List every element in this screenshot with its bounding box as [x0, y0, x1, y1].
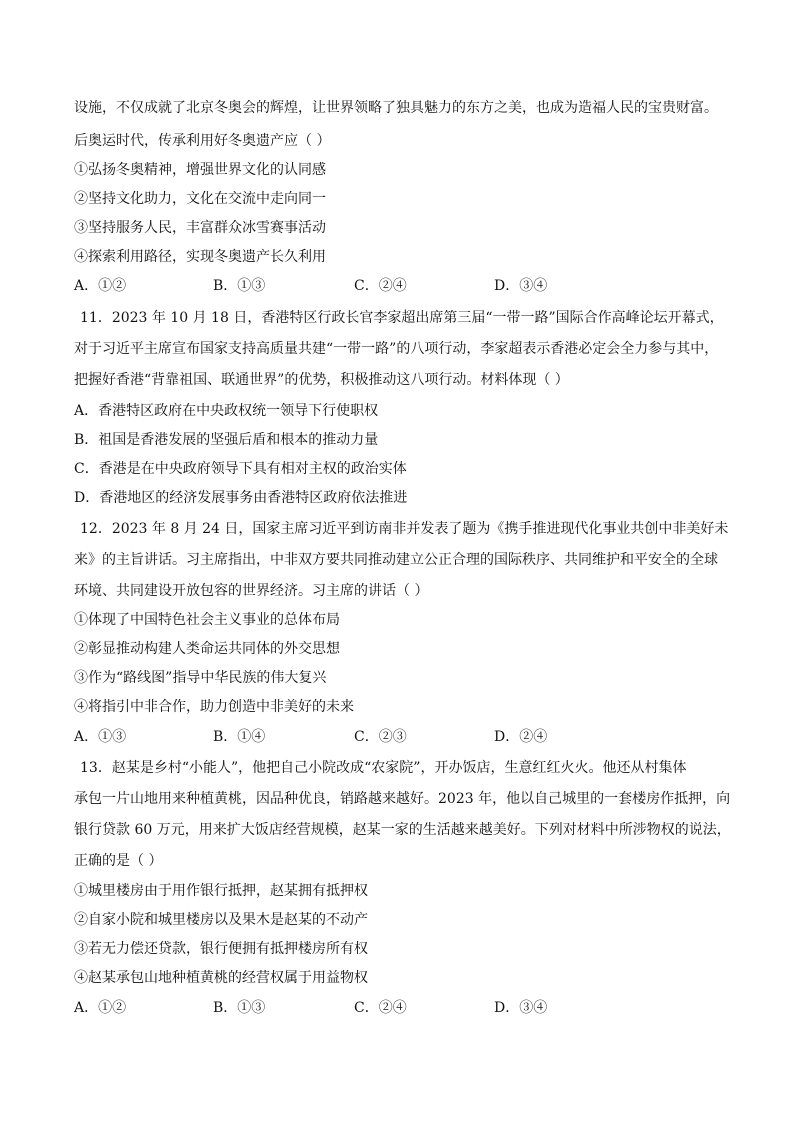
options-row	[74, 998, 734, 1018]
statement: ④探索利用路径，实现冬奥遗产长久利用	[74, 249, 326, 265]
statement: ②自家小院和城里楼房以及果木是赵某的不动产	[74, 912, 368, 928]
statement: ④赵某承包山地种植黄桃的经营权属于用益物权	[74, 970, 368, 986]
option-c[interactable]: C．②③	[354, 729, 407, 745]
option-d[interactable]: D．③④	[494, 278, 548, 294]
stem-line: 承包一片山地用来种植黄桃，因品种优良，销路越来越好。2023 年，他以自己城里的一套楼房作抵押，向	[74, 791, 731, 807]
stem-line: 环境、共同建设开放包容的世界经济。习主席的讲话（ ）	[74, 583, 429, 599]
option-c[interactable]: C．②④	[354, 278, 407, 294]
statement: ②坚持文化助力，文化在交流中走向同一	[74, 191, 326, 207]
stem-line: 银行贷款 60 万元，用来扩大饭店经营规模，赵某一家的生活越来越美好。下列对材料中所涉物权的说法，	[74, 822, 731, 838]
statement: ③若无力偿还贷款，银行便拥有抵押楼房所有权	[74, 941, 368, 957]
stem-line: 对于习近平主席宣布国家支持高质量共建“一带一路”的八项行动，李家超表示香港必定会全力参与其中，	[74, 341, 719, 357]
option-b[interactable]: B．①③	[213, 1000, 266, 1016]
option-b[interactable]: B．①③	[213, 278, 266, 294]
stem-line: 正确的是（ ）	[74, 853, 163, 869]
statement: ③作为“路线图”指导中华民族的伟大复兴	[74, 670, 327, 686]
option-d[interactable]: D．③④	[494, 1000, 548, 1016]
option-c[interactable]: C．香港是在中央政府领导下具有相对主权的政治实体	[74, 461, 407, 477]
option-b[interactable]: B．①④	[213, 729, 266, 745]
option-a[interactable]: A．①②	[74, 278, 127, 294]
options-row	[74, 276, 734, 296]
statement: ②彰显推动构建人类命运共同体的外交思想	[74, 641, 340, 657]
question-13-stem: 13．赵某是乡村“小能人”，他把自己小院改成“农家院”，开办饭店，生意红红火火。他还从村集体	[80, 760, 687, 776]
option-a[interactable]: A．香港特区政府在中央政权统一领导下行使职权	[74, 403, 379, 419]
option-a[interactable]: A．①②	[74, 1000, 127, 1016]
stem-line: 来》的主旨讲话。习主席指出，中非双方要共同推动建立公正合理的国际秩序、共同维护和平安全的全球	[74, 552, 718, 568]
option-d[interactable]: D．香港地区的经济发展事务由香港特区政府依法推进	[74, 490, 408, 506]
option-b[interactable]: B．祖国是香港发展的坚强后盾和根本的推动力量	[74, 432, 379, 448]
stem-line: 把握好香港“背靠祖国、联通世界”的优势，积极推动这八项行动。材料体现（ ）	[74, 372, 569, 388]
options-row	[74, 727, 734, 747]
question-12-stem: 12．2023 年 8 月 24 日，国家主席习近平到访南非并发表了题为《携手推进现代化事业共创中非美好未	[80, 521, 729, 537]
statement: ④将指引中非合作，助力创造中非美好的未来	[74, 699, 354, 715]
question-11-stem: 11．2023 年 10 月 18 日，香港特区行政长官李家超出席第三届“一带一路”国际合作高峰论坛开幕式，	[80, 310, 724, 326]
stem-line: 设施，不仅成就了北京冬奥会的辉煌，让世界领略了独具魅力的东方之美，也成为造福人民的宝贵财富。	[74, 100, 718, 116]
option-c[interactable]: C．②④	[354, 1000, 407, 1016]
statement: ①弘扬冬奥精神，增强世界文化的认同感	[74, 162, 326, 178]
stem-line: 后奥运时代，传承利用好冬奥遗产应（ ）	[74, 133, 331, 149]
statement: ①体现了中国特色社会主义事业的总体布局	[74, 612, 340, 628]
statement: ③坚持服务人民，丰富群众冰雪赛事活动	[74, 220, 326, 236]
statement: ①城里楼房由于用作银行抵押，赵某拥有抵押权	[74, 883, 368, 899]
option-d[interactable]: D．②④	[494, 729, 548, 745]
option-a[interactable]: A．①③	[74, 729, 127, 745]
